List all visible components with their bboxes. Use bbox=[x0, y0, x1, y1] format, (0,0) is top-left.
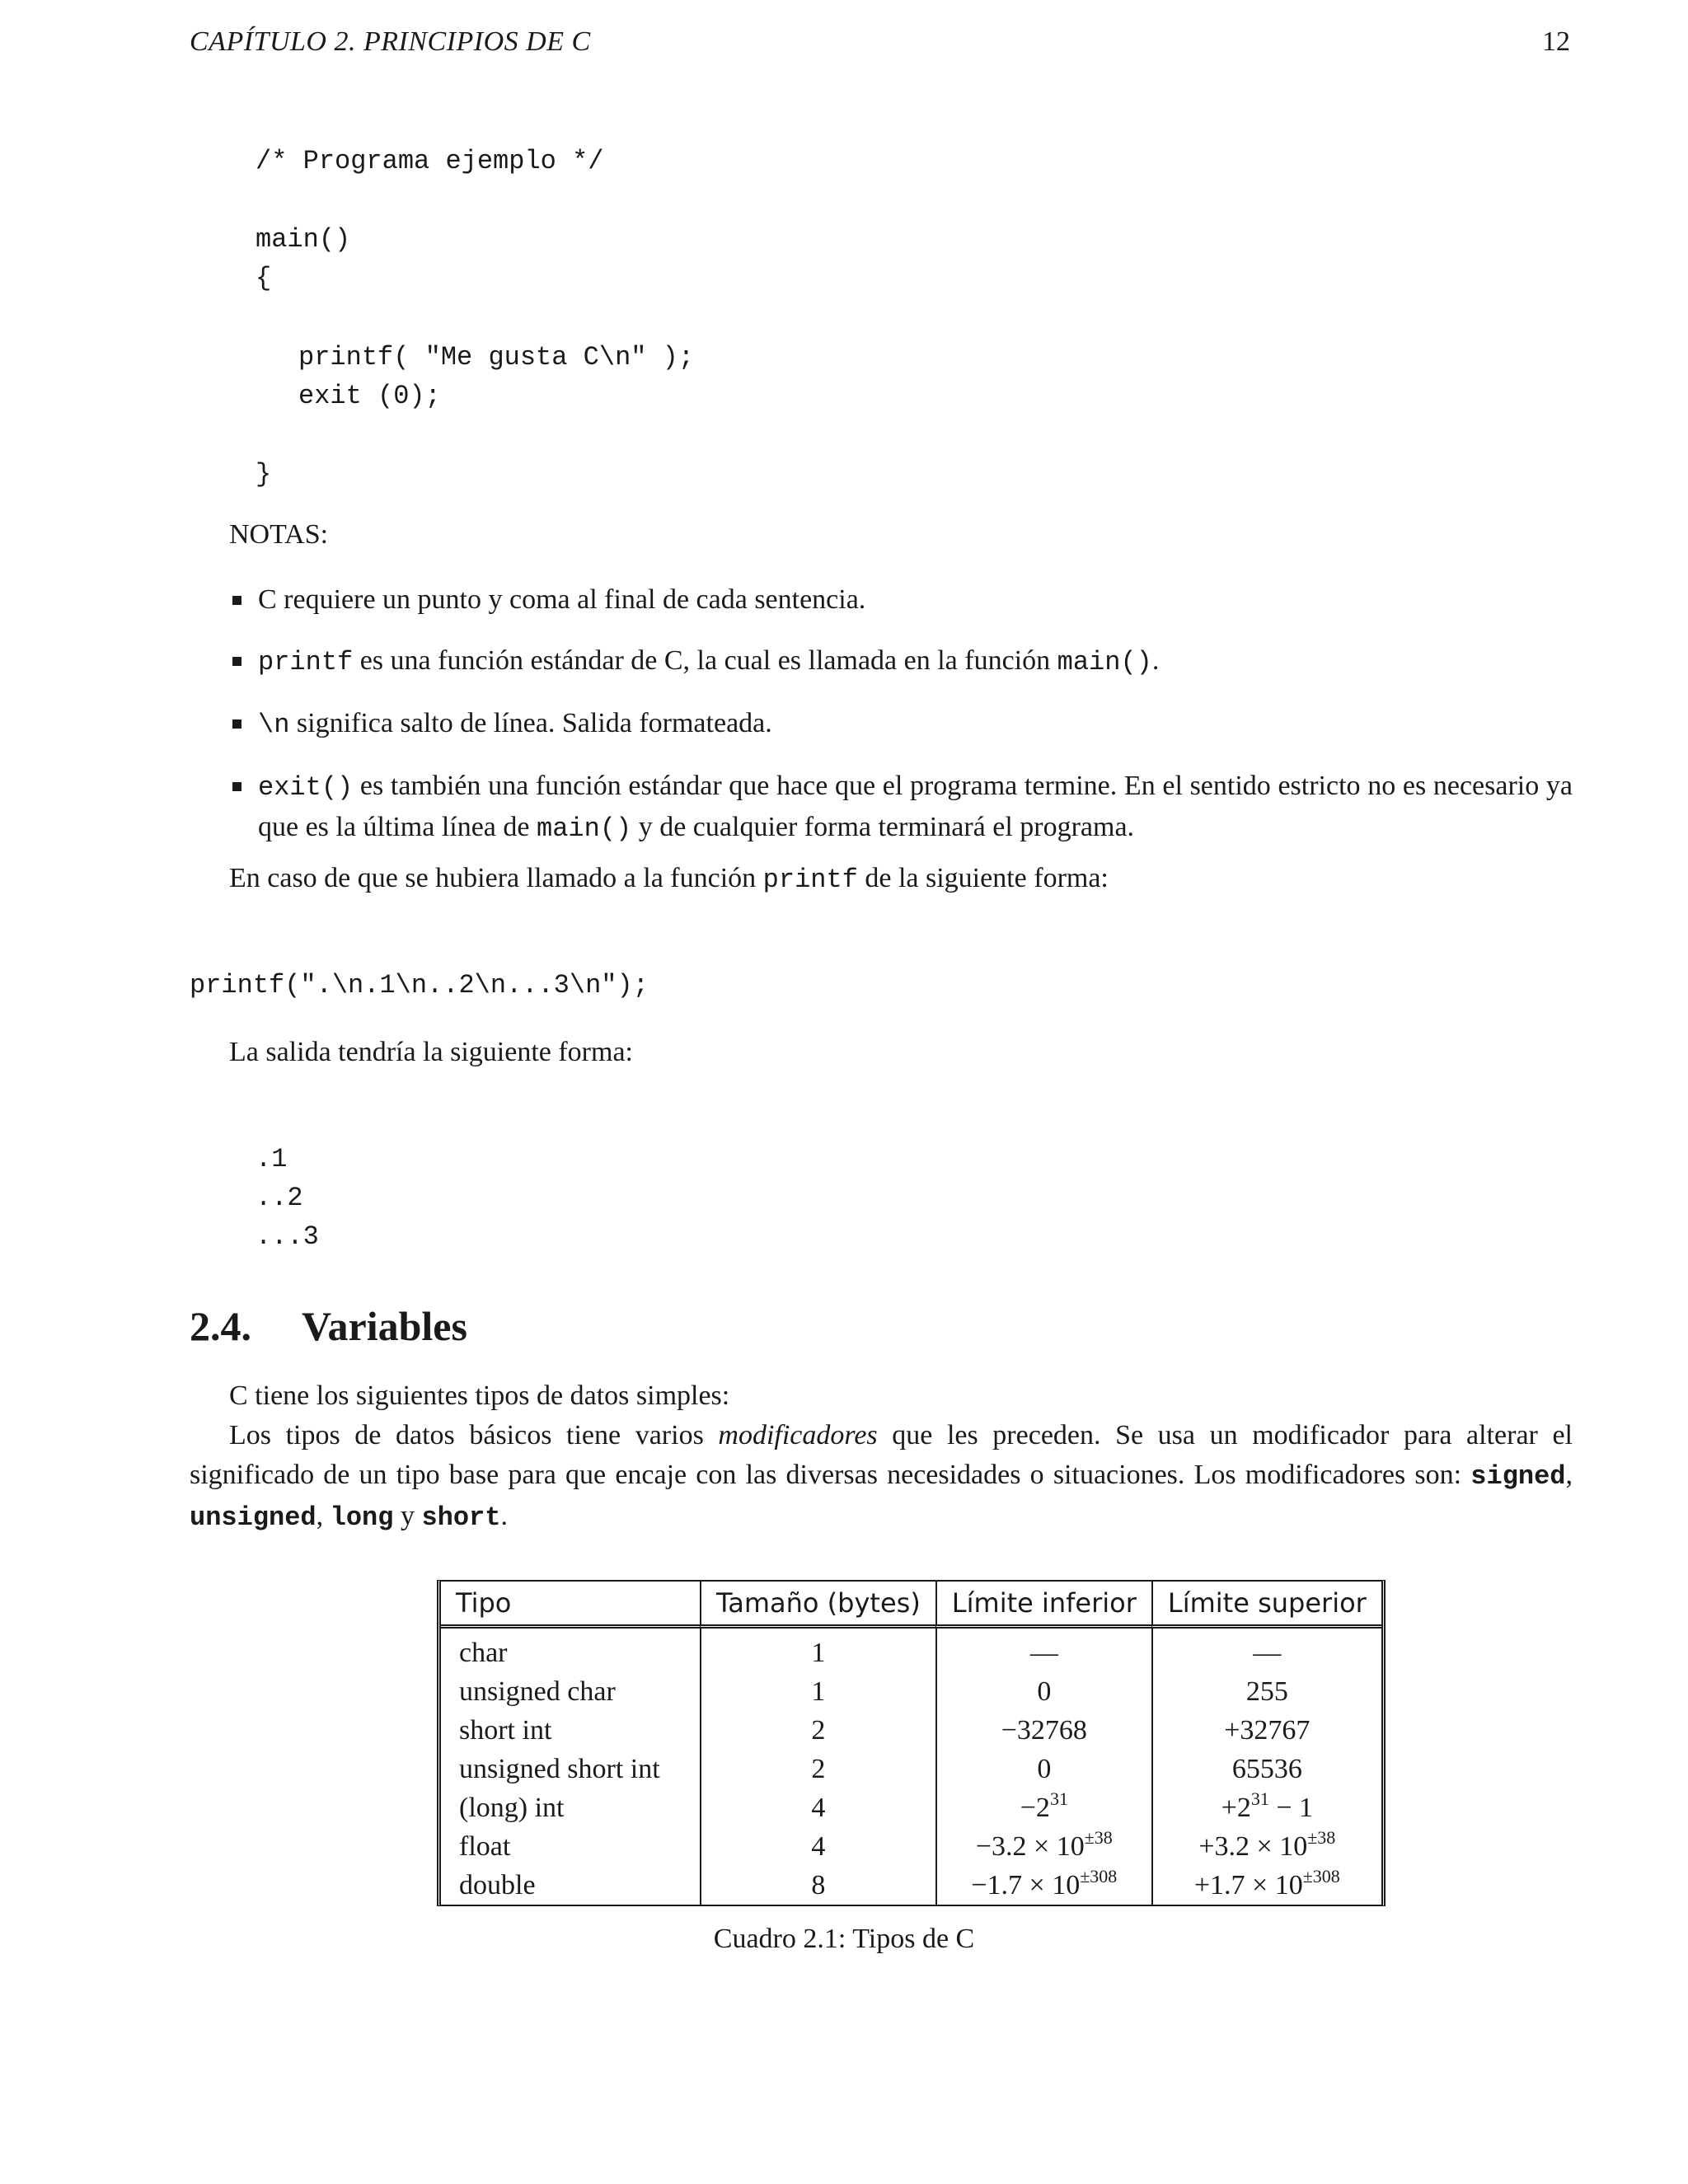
low-exponent: 31 bbox=[1049, 1788, 1068, 1809]
cell-tipo: double bbox=[459, 1869, 536, 1900]
low-value: −1.7 × 10 bbox=[971, 1869, 1081, 1900]
note-code: printf bbox=[258, 647, 354, 677]
paragraph-text: , bbox=[1565, 1460, 1573, 1490]
high-exponent: ±308 bbox=[1302, 1865, 1340, 1886]
code-comment: /* Programa ejemplo */ bbox=[256, 146, 604, 176]
cell-high bbox=[1151, 1827, 1381, 1866]
cell-tipo: unsigned short int bbox=[459, 1753, 660, 1784]
low-value: −32768 bbox=[1001, 1714, 1087, 1746]
section-number: 2.4. bbox=[190, 1303, 251, 1349]
section-heading bbox=[190, 1302, 467, 1350]
paragraph-text: Los tipos de datos básicos tiene varios bbox=[229, 1420, 719, 1451]
header-lower-limit: Límite inferior bbox=[935, 1582, 1151, 1629]
note-code: \n bbox=[258, 710, 290, 740]
cell-high bbox=[1151, 1629, 1381, 1672]
note-code: main() bbox=[537, 813, 632, 844]
high-value: +2 bbox=[1221, 1792, 1251, 1823]
note-text: significa salto de línea. Salida formateada. bbox=[289, 708, 772, 738]
high-tail: − 1 bbox=[1268, 1792, 1314, 1823]
low-value: −3.2 × 10 bbox=[975, 1830, 1085, 1862]
table-row bbox=[441, 1827, 1381, 1866]
header-upper-limit: Límite superior bbox=[1151, 1582, 1381, 1629]
list-item bbox=[229, 580, 1573, 620]
note-text: es también una función estándar que hace que el programa termine. En el sentido estricto no es necesario ya que es la última línea de bbox=[258, 771, 1573, 842]
list-item bbox=[229, 704, 1573, 745]
cell-low bbox=[935, 1866, 1151, 1905]
modifier-code: short bbox=[421, 1502, 501, 1533]
code-printf-line: printf( "Me gusta C\n" ); bbox=[298, 342, 695, 373]
table-row bbox=[441, 1750, 1381, 1788]
code-exit-line: exit (0); bbox=[298, 381, 441, 411]
bullet-square-icon bbox=[232, 596, 241, 605]
high-value: 255 bbox=[1245, 1675, 1288, 1707]
high-exponent: ±38 bbox=[1307, 1826, 1336, 1848]
cell-tipo: (long) int bbox=[459, 1792, 565, 1823]
list-item bbox=[229, 766, 1573, 849]
header-tipo: Tipo bbox=[441, 1582, 700, 1629]
note-text: es una función estándar de C, la cual es llamada en la función bbox=[353, 645, 1057, 676]
cell-high bbox=[1151, 1788, 1381, 1827]
cell-low bbox=[935, 1750, 1151, 1788]
table-row bbox=[441, 1866, 1381, 1905]
types-table bbox=[437, 1580, 1386, 1906]
printf-intro-text: En caso de que se hubiera llamado a la función bbox=[229, 863, 763, 893]
printf-intro-text: de la siguiente forma: bbox=[857, 863, 1109, 893]
high-exponent: 31 bbox=[1250, 1788, 1269, 1809]
paragraph-emphasis: modificadores bbox=[718, 1420, 878, 1451]
cell-low bbox=[935, 1672, 1151, 1711]
paragraph-text: y bbox=[393, 1501, 422, 1531]
cell-tipo: float bbox=[459, 1830, 511, 1862]
paragraph-text: , bbox=[316, 1501, 331, 1531]
cell-size: 4 bbox=[700, 1788, 935, 1827]
output-line: ..2 bbox=[256, 1183, 303, 1213]
low-exponent: ±308 bbox=[1080, 1865, 1118, 1886]
cell-tipo: unsigned char bbox=[459, 1675, 616, 1707]
cell-size: 4 bbox=[700, 1827, 935, 1866]
cell-low bbox=[935, 1827, 1151, 1866]
code-open-brace: { bbox=[256, 263, 272, 293]
page-number: 12 bbox=[1542, 26, 1570, 57]
paragraph-simple-types: C tiene los siguientes tipos de datos simples: bbox=[229, 1380, 730, 1411]
table-row bbox=[441, 1711, 1381, 1750]
cell-high bbox=[1151, 1711, 1381, 1750]
printf-intro-code: printf bbox=[762, 865, 858, 895]
table-header-row bbox=[441, 1582, 1381, 1629]
cell-size: 1 bbox=[700, 1629, 935, 1672]
low-value: — bbox=[1029, 1637, 1058, 1668]
bullet-square-icon bbox=[232, 719, 241, 729]
cell-tipo: char bbox=[459, 1637, 508, 1668]
output-line: .1 bbox=[256, 1144, 288, 1174]
code-main-signature: main() bbox=[256, 224, 351, 255]
bullet-square-icon bbox=[232, 657, 241, 666]
cell-size: 2 bbox=[700, 1711, 935, 1750]
low-value: 0 bbox=[1037, 1675, 1052, 1707]
modifier-code: long bbox=[330, 1502, 394, 1533]
table-caption: Cuadro 2.1: Tipos de C bbox=[713, 1924, 975, 1954]
note-text: y de cualquier forma terminará el programa. bbox=[631, 812, 1135, 842]
table-row bbox=[441, 1672, 1381, 1711]
cell-high bbox=[1151, 1750, 1381, 1788]
section-title: Variables bbox=[302, 1303, 467, 1349]
high-value: 65536 bbox=[1231, 1753, 1302, 1784]
high-value: +32767 bbox=[1224, 1714, 1311, 1746]
low-value: 0 bbox=[1037, 1753, 1052, 1784]
output-intro: La salida tendría la siguiente forma: bbox=[229, 1037, 633, 1067]
paragraph-text: . bbox=[500, 1501, 508, 1531]
code-close-brace: } bbox=[256, 459, 272, 490]
bullet-square-icon bbox=[232, 782, 241, 791]
cell-tipo: short int bbox=[459, 1714, 552, 1746]
low-exponent: ±38 bbox=[1084, 1826, 1113, 1848]
cell-low bbox=[935, 1788, 1151, 1827]
cell-size: 2 bbox=[700, 1750, 935, 1788]
cell-size: 1 bbox=[700, 1672, 935, 1711]
list-item bbox=[229, 641, 1573, 682]
note-code: exit() bbox=[258, 772, 354, 803]
notes-list bbox=[229, 580, 1573, 870]
cell-size: 8 bbox=[700, 1866, 935, 1905]
note-text: C requiere un punto y coma al final de cada sentencia. bbox=[258, 584, 866, 615]
cell-low bbox=[935, 1711, 1151, 1750]
paragraph-text: que les preceden. Se usa un modificador para alterar el significado de un tipo base para que encaje con las diversas necesidades o situaciones. Los modificadores son: bbox=[190, 1420, 1573, 1490]
modifier-code: signed bbox=[1470, 1461, 1566, 1492]
printf-intro bbox=[229, 859, 1109, 900]
table-row bbox=[441, 1788, 1381, 1827]
paragraph-modifiers bbox=[190, 1416, 1573, 1538]
note-code: main() bbox=[1057, 647, 1152, 677]
cell-high bbox=[1151, 1866, 1381, 1905]
low-value: −2 bbox=[1020, 1792, 1050, 1823]
running-header-chapter: CAPÍTULO 2. PRINCIPIOS DE C bbox=[190, 26, 591, 57]
header-size: Tamaño (bytes) bbox=[700, 1582, 935, 1629]
modifier-code: unsigned bbox=[190, 1502, 316, 1533]
printf-call-code: printf(".\n.1\n..2\n...3\n"); bbox=[190, 970, 649, 1001]
table-row bbox=[441, 1629, 1381, 1672]
high-value: — bbox=[1253, 1637, 1282, 1668]
cell-low bbox=[935, 1629, 1151, 1672]
note-text: . bbox=[1151, 645, 1160, 676]
types-table-wrapper bbox=[437, 1580, 1386, 1906]
notes-label: NOTAS: bbox=[229, 519, 329, 550]
cell-high bbox=[1151, 1672, 1381, 1711]
high-value: +1.7 × 10 bbox=[1193, 1869, 1303, 1900]
output-line: ...3 bbox=[256, 1221, 319, 1252]
high-value: +3.2 × 10 bbox=[1198, 1830, 1308, 1862]
